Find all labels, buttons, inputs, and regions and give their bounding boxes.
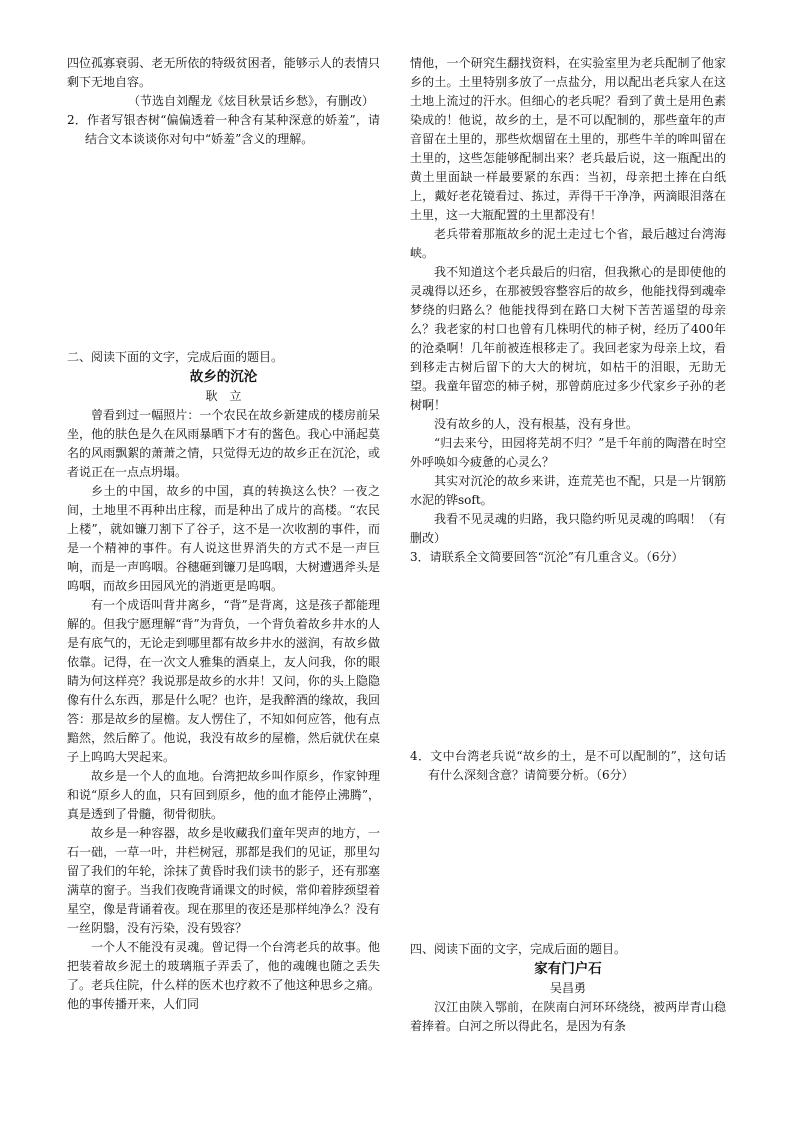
passage1-source: （节选自刘醒龙《炫目秋景话乡愁》，有删改） xyxy=(127,94,374,108)
passage3-para-1: 汉江由陕入鄂前，在陕南白河环环绕绕，被两岸青山稳着捧着。白河之所以得此名，是因为有条 xyxy=(410,1000,726,1033)
passage2-para-5: 故乡是一种容器，故乡是收藏我们童年哭声的地方，一石一础，一草一叶，井栏树冠，那都是我们的见证，那里勾留了我们的年轮，涂抹了黄昏时我们读书的影子，还有那塞满草的窗子。当我们夜晚背诵课文的时候，常仰着脖颈望着星空，像是背诵着夜。现在那里的夜还是那样纯净么？没有一丝阴翳，没有污染，没有毁容？ xyxy=(67,826,380,935)
passage3-author: 吴昌勇 xyxy=(549,981,586,995)
question-2: 2．作者写银杏树“偏偏透着一种含有某种深意的娇羞”，请结合文本谈谈你对句中“娇羞”含义的理解。 xyxy=(67,113,380,146)
passage2-para-3: 有一个成语叫背井离乡，“背”是背离，这是孩子都能理解的。但我宁愿理解“背”为背负，一个背负着故乡井水的人是有底气的，无论走到哪里都有故乡井水的滋润，有故乡做依靠。记得，在一次文人雅集的酒桌上，友人问我，你的眼睛为何这样亮？我说那是故乡的水井！又问，你的头上隐隐像有什么东西，那是什么呢？也许，是我醉酒的缘故，我回答：那是故乡的屋檐。友人愣住了，不知如何应答，他有点黯然，然后醉了。他说，我没有故乡的屋檐，然后就伏在桌子上呜呜大哭起来。 xyxy=(67,598,380,764)
passage2-para-8: 我不知道这个老兵最后的归宿，但我揪心的是即使他的灵魂得以还乡，在那被毁容整容后的故乡，他能找得到魂牵梦绕的归路么？他能找得到在路口大树下苦苦遥望的母亲么？我老家的村口也曾有几株明代的柿子树，经历了400年的沧桑啊！几年前被连根移走了。我回老家为母亲上坟，看到移走古树后留下的大大的树坑，如枯干的泪眼，无助无望。我童年留恋的柿子树，那曾荫庇过多少代家乡子孙的老树啊！ xyxy=(410,265,726,412)
passage1-tail: 四位孤寡衰弱、老无所依的特级贫困者，能够示人的表情只剩下无地自容。 xyxy=(67,56,380,89)
passage2-para-9: 没有故乡的人，没有根基，没有身世。 xyxy=(434,417,639,431)
question-3: 3．请联系全文简要回答“沉沦”有几重含义。（6分） xyxy=(410,550,684,564)
answer-space-q2 xyxy=(67,149,380,348)
passage2-author: 耿 立 xyxy=(205,389,242,403)
section-4-heading: 四、阅读下面的文字，完成后面的题目。 xyxy=(410,942,627,956)
section-2-heading: 二、阅读下面的文字，完成后面的题目。 xyxy=(67,350,284,364)
passage2-para-11: 其实对沉沦的故乡来讲，连荒芜也不配，只是一片钢筋水泥的铧soft。 xyxy=(410,474,726,507)
passage2-para-6-cont: 情他，一个研究生翻找资料，在实验室里为老兵配制了他家乡的土。土里特别多放了一点盐分，用以配出老兵家人在这土地上流过的汗水。但细心的老兵呢？看到了黄土是用色素染成的！他说，故乡的土，是不可以配制的，那些童年的声音留在土里的，那些炊烟留在土里的，那些牛羊的哞叫留在土里的，这些怎能够配制出来？老兵最后说，这一瓶配出的黄土里面缺一样最要紧的东西：当初，母亲把土捧在白纸上，戴好老花镜看过、拣过，弄得干干净净，两滴眼泪落在土里，这一大瓶配置的土里都没有！ xyxy=(410,56,726,222)
left-column xyxy=(67,54,380,1014)
passage2-para-2: 乡土的中国，故乡的中国，真的转换这么快？一夜之间，土地里不再种出庄稼，而是种出了成片的高楼。“农民上楼”，就如镰刀割下了谷子，这不是一次收割的事件，而是一个精神的事件。有人说这世界消失的方式不是一声巨响，而是一声呜咽。谷穗砸到镰刀是呜咽，大树遭遇斧头是呜咽，而故乡田园风光的消逝更是呜咽。 xyxy=(67,484,380,593)
passage3-title: 家有门户石 xyxy=(534,961,602,977)
passage2-para-10: “归去来兮，田园将芜胡不归？”是千年前的陶潜在时空外呼唤如今疲惫的心灵么？ xyxy=(410,436,726,469)
passage2-para-6: 一个人不能没有灵魂。曾记得一个台湾老兵的故事。他把装着故乡泥土的玻璃瓶子弄丢了，他的魂魄也随之丢失了。老兵住院，什么样的医术也疗救不了他这种思乡之痛。他的事传播开来，人们同 xyxy=(67,940,380,1011)
passage2-title: 故乡的沉沦 xyxy=(189,369,258,385)
passage2-para-1: 曾看到过一幅照片：一个农民在故乡新建成的楼房前呆坐，他的肤色是久在风雨暴晒下才有的酱色。我心中涌起莫名的风雨飘絮的萧萧之情，只觉得无边的故乡正在沉沦，或者说正在一点点坍塌。 xyxy=(67,408,380,479)
passage2-para-4: 故乡是一个人的血地。台湾把故乡叫作原乡，作家钟理和说“原乡人的血，只有回到原乡，他的血才能停止沸腾”，真是透到了骨髓，彻骨彻肤。 xyxy=(67,769,380,821)
right-column xyxy=(410,54,726,1036)
answer-space-q3 xyxy=(410,567,726,747)
question-4: 4．文中台湾老兵说“故乡的土，是不可以配制的”，这句话有什么深刻含意？请简要分析。（6分） xyxy=(410,749,726,782)
passage2-para-7: 老兵带着那瓶故乡的泥土走过七个省，最后越过台湾海峡。 xyxy=(410,227,726,260)
answer-space-q4 xyxy=(410,785,726,940)
passage2-para-12: 我看不见灵魂的归路，我只隐约听见灵魂的呜咽！（有删改） xyxy=(410,512,726,545)
